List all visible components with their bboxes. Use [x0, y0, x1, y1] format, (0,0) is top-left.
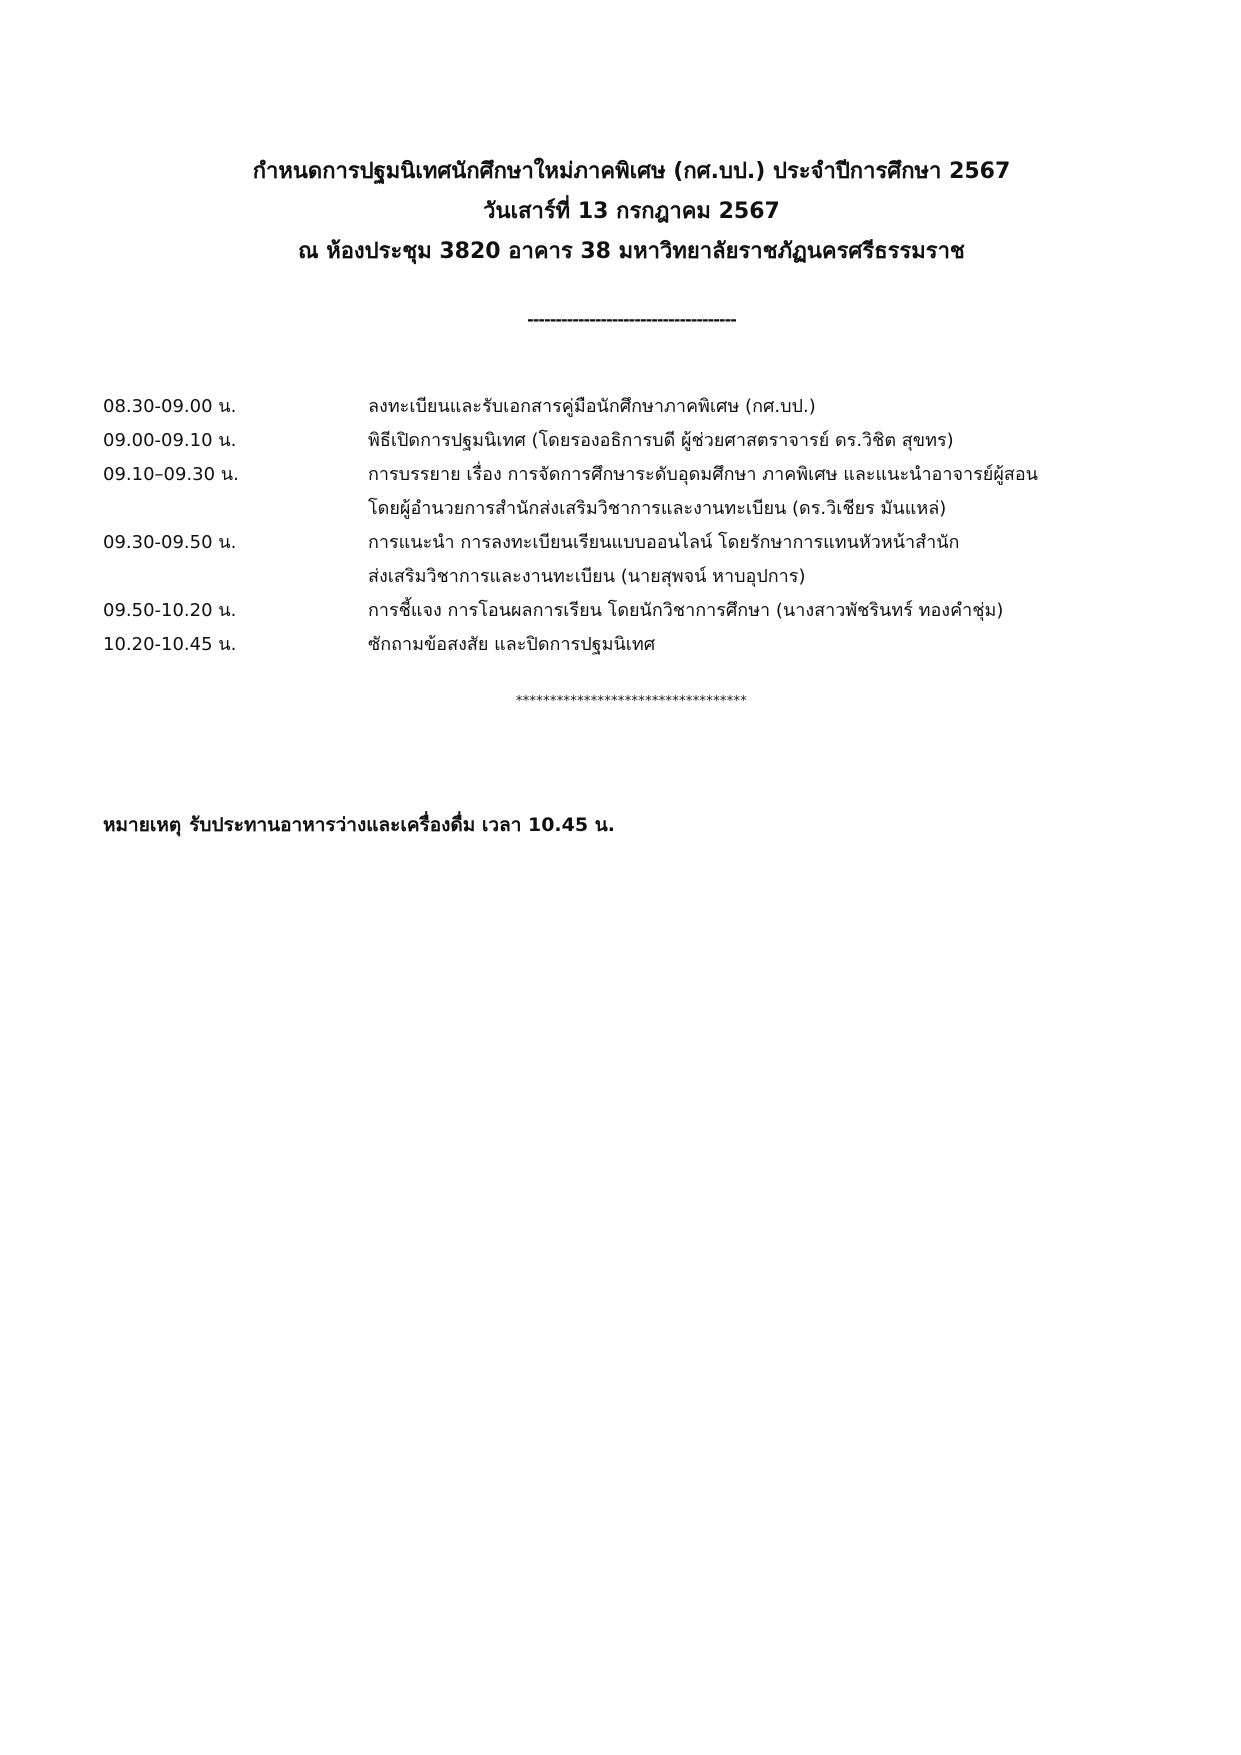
- schedule-time: 09.50-10.20 น.: [103, 600, 237, 621]
- schedule-list: [103, 390, 1203, 662]
- schedule-row: [103, 628, 1203, 662]
- schedule-description: [368, 390, 1203, 424]
- schedule-description: [368, 458, 1203, 526]
- title-line-2: วันเสาร์ที่ 13 กรกฎาคม 2567: [483, 199, 780, 224]
- description-line: การบรรยาย เรื่อง การจัดการศึกษาระดับอุดมศึกษา ภาคพิเศษ และแนะนำอาจารย์ผู้สอน: [368, 464, 1038, 485]
- footnote-label: หมายเหตุ: [103, 814, 182, 836]
- schedule-description: [368, 526, 1203, 594]
- schedule-row: [103, 424, 1203, 458]
- schedule-time: 09.00-09.10 น.: [103, 430, 237, 451]
- end-marker: **********************************: [515, 694, 748, 709]
- description-line: โดยผู้อำนวยการสำนักส่งเสริมวิชาการและงานทะเบียน (ดร.วิเชียร มันแหล่): [368, 498, 947, 519]
- schedule-time: 08.30-09.00 น.: [103, 396, 237, 417]
- title-line-3: ณ ห้องประชุม 3820 อาคาร 38 มหาวิทยาลัยราชภัฏนครศรีธรรมราช: [298, 239, 965, 264]
- description-line: ซักถามข้อสงสัย และปิดการปฐมนิเทศ: [368, 634, 656, 655]
- schedule-time: 09.10–09.30 น.: [103, 464, 239, 485]
- header-separator: -------------------------------------: [527, 310, 736, 329]
- description-line: ลงทะเบียนและรับเอกสารคู่มือนักศึกษาภาคพิเศษ (กศ.บป.): [368, 396, 816, 417]
- schedule-time: 10.20-10.45 น.: [103, 634, 237, 655]
- schedule-row: [103, 458, 1203, 526]
- description-line: การแนะนำ การลงทะเบียนเรียนแบบออนไลน์ โดยรักษาการแทนหัวหน้าสำนัก: [368, 532, 960, 553]
- footnote-text: รับประทานอาหารว่างและเครื่องดื่ม เวลา 10.45 น.: [189, 814, 615, 836]
- description-line: ส่งเสริมวิชาการและงานทะเบียน (นายสุพจน์ หาบอุปการ): [368, 566, 806, 587]
- schedule-time: 09.30-09.50 น.: [103, 532, 237, 553]
- schedule-row: [103, 390, 1203, 424]
- schedule-row: [103, 526, 1203, 594]
- schedule-description: [368, 424, 1203, 458]
- description-line: การชี้แจง การโอนผลการเรียน โดยนักวิชาการศึกษา (นางสาวพัชรินทร์ ทองคำชุ่ม): [368, 600, 1004, 621]
- schedule-row: [103, 594, 1203, 628]
- description-line: พิธีเปิดการปฐมนิเทศ (โดยรองอธิการบดี ผู้ช่วยศาสตราจารย์ ดร.วิชิต สุขทร): [368, 430, 954, 451]
- document-header: [0, 152, 1241, 272]
- title-line-1: กำหนดการปฐมนิเทศนักศึกษาใหม่ภาคพิเศษ (กศ.บป.) ประจำปีการศึกษา 2567: [252, 159, 1011, 184]
- footnote: [103, 810, 615, 840]
- schedule-description: [368, 594, 1203, 628]
- schedule-description: [368, 628, 1203, 662]
